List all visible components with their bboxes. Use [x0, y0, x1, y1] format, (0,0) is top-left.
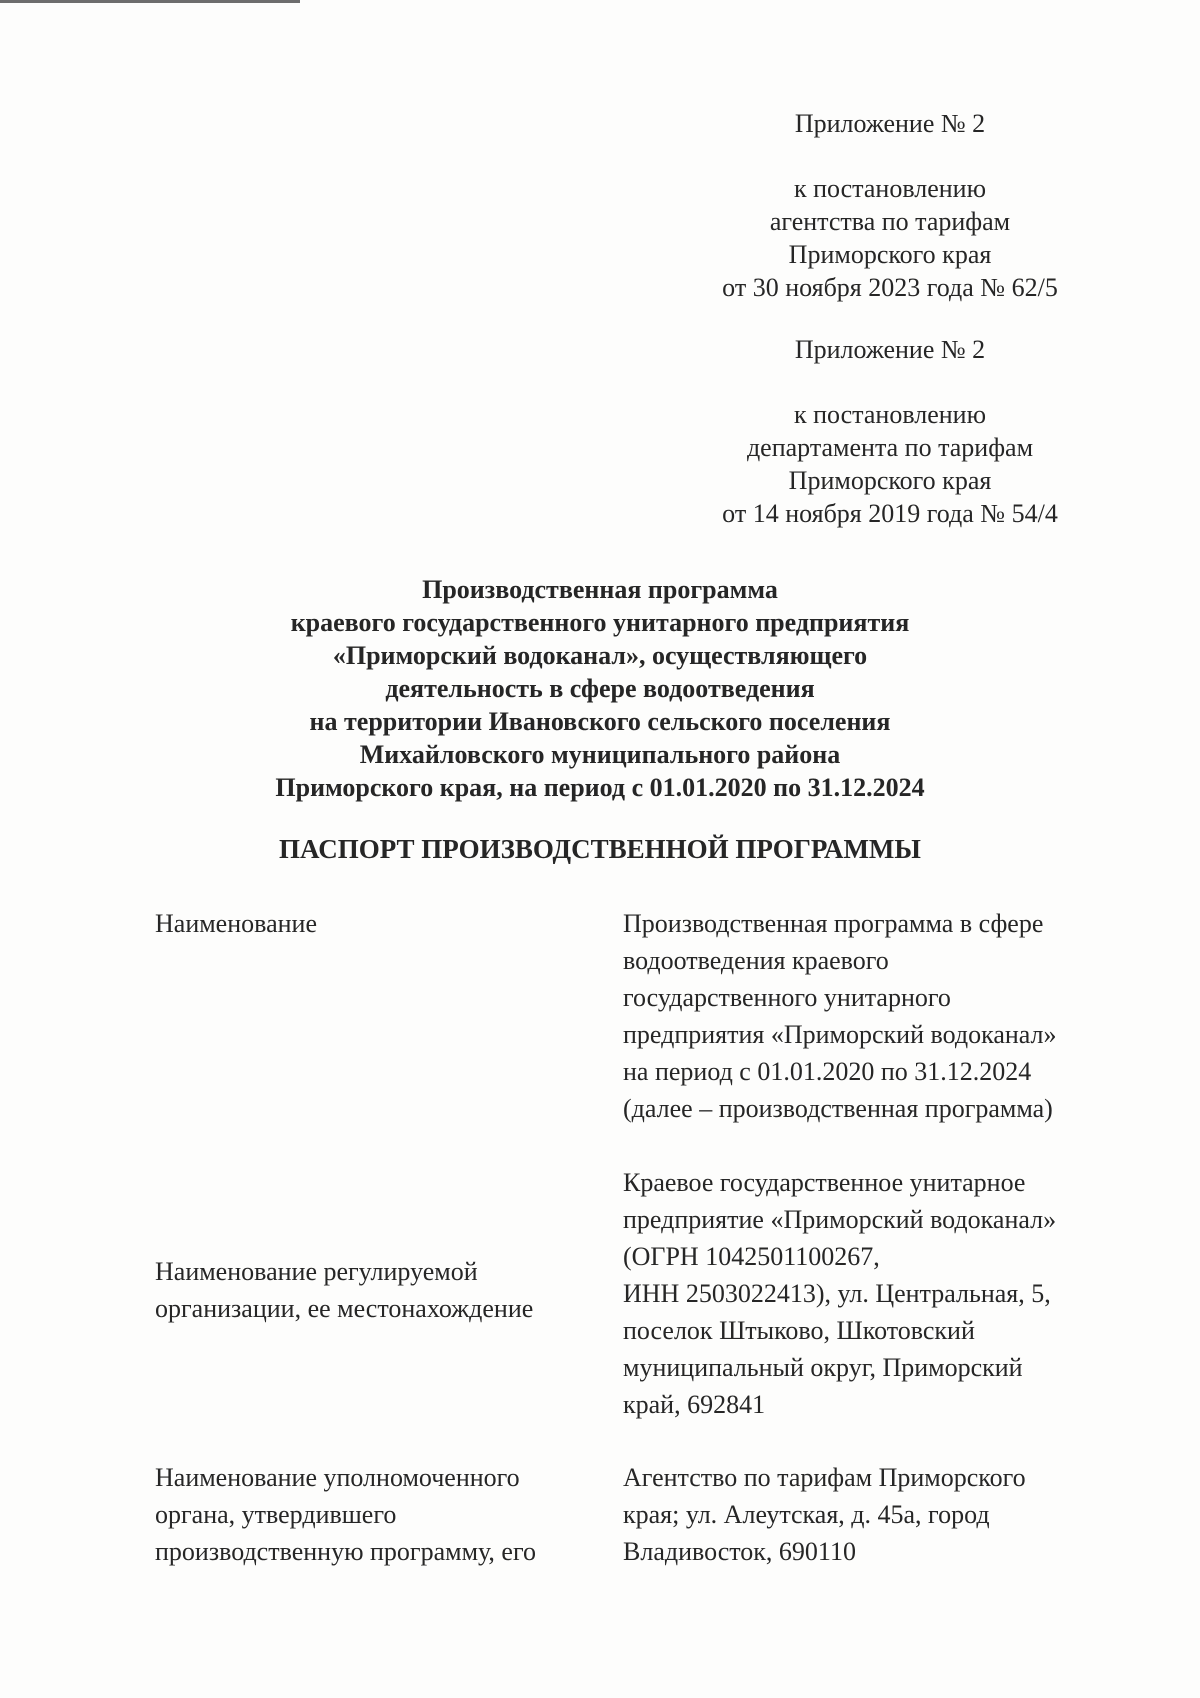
passport-row-value	[623, 1459, 1113, 1570]
annex-original-title	[660, 333, 1120, 366]
value-line: Производственная программа в сфере	[623, 909, 1044, 938]
value-line: Владивосток, 690110	[623, 1537, 856, 1566]
annex-current-details	[660, 172, 1120, 304]
value-line: муниципальный округ, Приморский	[623, 1353, 1023, 1382]
value-line: Краевое государственное унитарное	[623, 1168, 1026, 1197]
label-line: производственную программу, его	[155, 1537, 536, 1566]
value-line: предприятие «Приморский водоканал»	[623, 1205, 1057, 1234]
label-line: организации, ее местонахождение	[155, 1294, 534, 1323]
label-line: Наименование регулируемой	[155, 1257, 478, 1286]
value-line: государственного унитарного	[623, 983, 951, 1012]
program-title-line: краевого государственного унитарного предприятия	[290, 608, 910, 637]
program-title-line: деятельность в сфере водоотведения	[385, 674, 815, 703]
passport-row-value	[623, 905, 1113, 1127]
value-line: Агентство по тарифам Приморского	[623, 1463, 1026, 1492]
annex-current-title	[660, 107, 1120, 140]
annex-title-text: Приложение № 2	[794, 335, 986, 364]
annex-line: департамента по тарифам	[746, 433, 1034, 462]
passport-row-label	[155, 905, 585, 942]
value-line: предприятия «Приморский водоканал»	[623, 1020, 1057, 1049]
program-title-line: «Приморский водоканал», осуществляющего	[332, 641, 868, 670]
annex-line: от 30 ноября 2023 года № 62/5	[722, 273, 1058, 302]
annex-original-details	[660, 398, 1120, 530]
value-line: ИНН 2503022413), ул. Центральная, 5,	[623, 1279, 1051, 1308]
value-line: (далее – производственная программа)	[623, 1094, 1053, 1123]
program-title-line: Приморского края, на период с 01.01.2020 по 31.12.2024	[275, 773, 925, 802]
passport-row-value	[623, 1164, 1113, 1423]
scan-edge-line	[0, 0, 300, 3]
label-line: Наименование	[155, 909, 317, 938]
program-title-line: Михайловского муниципального района	[359, 740, 841, 769]
passport-heading: ПАСПОРТ ПРОИЗВОДСТВЕННОЙ ПРОГРАММЫ	[279, 834, 921, 864]
program-title-line: Производственная программа	[422, 575, 778, 604]
annex-title-text: Приложение № 2	[794, 109, 986, 138]
passport-row-label	[155, 1253, 585, 1327]
value-line: на период с 01.01.2020 по 31.12.2024	[623, 1057, 1032, 1086]
annex-line: агентства по тарифам	[769, 207, 1011, 236]
annex-line: Приморского края	[788, 466, 992, 495]
annex-line: к постановлению	[793, 174, 987, 203]
passport-row-label	[155, 1459, 585, 1570]
value-line: край, 692841	[623, 1390, 766, 1419]
program-title	[150, 573, 1050, 804]
label-line: органа, утвердившего	[155, 1500, 397, 1529]
value-line: поселок Штыково, Шкотовский	[623, 1316, 975, 1345]
value-line: водоотведения краевого	[623, 946, 889, 975]
label-line: Наименование уполномоченного	[155, 1463, 520, 1492]
annex-line: к постановлению	[793, 400, 987, 429]
annex-line: Приморского края	[788, 240, 992, 269]
value-line: края; ул. Алеутская, д. 45а, город	[623, 1500, 990, 1529]
program-title-line: на территории Ивановского сельского поселения	[309, 707, 891, 736]
annex-line: от 14 ноября 2019 года № 54/4	[722, 499, 1058, 528]
value-line: (ОГРН 1042501100267,	[623, 1242, 880, 1271]
